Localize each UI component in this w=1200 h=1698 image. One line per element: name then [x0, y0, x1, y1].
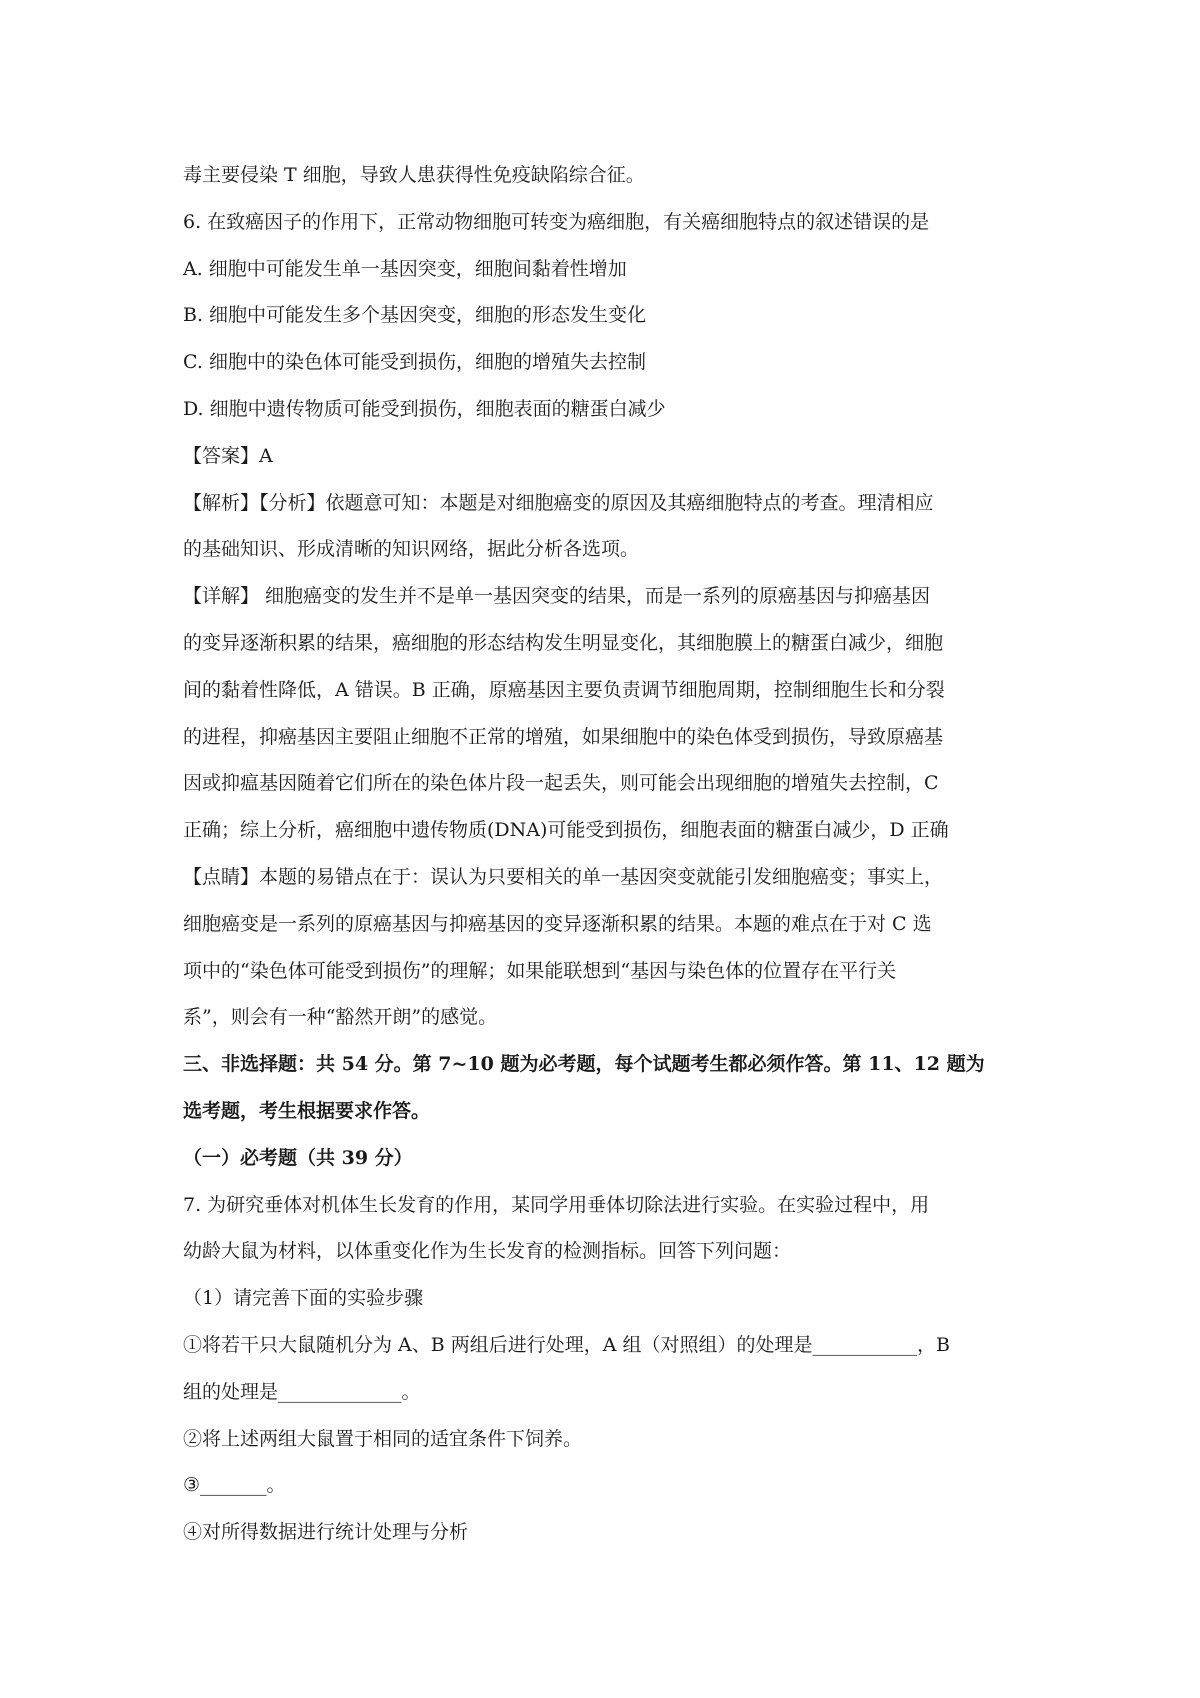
step-line: ④对所得数据进行统计处理与分析 [183, 1521, 469, 1544]
question-6-stem: 6. 在致癌因子的作用下，正常动物细胞可转变为癌细胞，有关癌细胞特点的叙述错误的是 [183, 210, 930, 233]
section-heading: 选考题，考生根据要求作答。 [183, 1099, 431, 1122]
analysis-line: 的基础知识、形成清晰的知识网络，据此分析各选项。 [183, 538, 640, 561]
detail-line: 的进程，抑癌基因主要阻止细胞不正常的增殖，如果细胞中的染色体受到损伤，导致原癌基 [183, 725, 944, 748]
detail-line: 正确；综上分析，癌细胞中遗传物质(DNA)可能受到损伤，细胞表面的糖蛋白减少，D 正确 [183, 819, 949, 842]
sub-question: （1）请完善下面的实验步骤 [183, 1287, 424, 1310]
step-line: ①将若干只大鼠随机分为 A、B 两组后进行处理，A 组（对照组）的处理是___________，B [183, 1333, 950, 1356]
detail-line: 的变异逐渐积累的结果，癌细胞的形态结构发生明显变化，其细胞膜上的糖蛋白减少，细胞 [183, 631, 944, 654]
tip-line: 项中的“染色体可能受到损伤”的理解；如果能联想到“基因与染色体的位置存在平行关 [183, 959, 897, 982]
option-a: A. 细胞中可能发生单一基因突变，细胞间黏着性增加 [183, 257, 627, 280]
detail-line: 因或抑瘟基因随着它们所在的染色体片段一起丢失，则可能会出现细胞的增殖失去控制，C [183, 772, 939, 795]
analysis-line: 【解析】【分析】依题意可知：本题是对细胞癌变的原因及其癌细胞特点的考查。理清相应 [183, 491, 934, 514]
question-7-stem: 幼龄大鼠为材料，以体重变化作为生长发育的检测指标。回答下列问题： [183, 1240, 792, 1263]
option-c: C. 细胞中的染色体可能受到损伤，细胞的增殖失去控制 [183, 351, 646, 374]
step-line: 组的处理是_____________。 [183, 1380, 421, 1403]
step-line: ③_______。 [183, 1474, 286, 1497]
tip-line: 【点睛】本题的易错点在于：误认为只要相关的单一基因突变就能引发细胞癌变；事实上， [183, 865, 944, 888]
option-d: D. 细胞中遗传物质可能受到损伤，细胞表面的糖蛋白减少 [183, 397, 666, 420]
subsection-heading: （一）必考题（共 39 分） [183, 1146, 413, 1169]
step-line: ②将上述两组大鼠置于相同的适宜条件下饲养。 [183, 1427, 583, 1450]
question-7-stem: 7. 为研究垂体对机体生长发育的作用，某同学用垂体切除法进行实验。在实验过程中，用 [183, 1193, 930, 1216]
answer-line: 【答案】A [183, 444, 273, 467]
option-b: B. 细胞中可能发生多个基因突变，细胞的形态发生变化 [183, 304, 647, 327]
tip-line: 细胞癌变是一系列的原癌基因与抑癌基因的变异逐渐积累的结果。本题的难点在于对 C 选 [183, 912, 932, 935]
detail-line: 【详解】 细胞癌变的发生并不是单一基因突变的结果，而是一系列的原癌基因与抑癌基因 [183, 585, 931, 608]
section-heading: 三、非选择题：共 54 分。第 7~10 题为必考题，每个试题考生都必须作答。第 11、12 题为 [183, 1053, 985, 1076]
text-line: 毒主要侵染 T 细胞，导致人患获得性免疫缺陷综合征。 [183, 164, 645, 186]
detail-line: 间的黏着性降低，A 错误。B 正确，原癌基因主要负责调节细胞周期，控制细胞生长和分裂 [183, 678, 945, 701]
tip-line: 系”，则会有一种“豁然开朗”的感觉。 [183, 1006, 498, 1029]
